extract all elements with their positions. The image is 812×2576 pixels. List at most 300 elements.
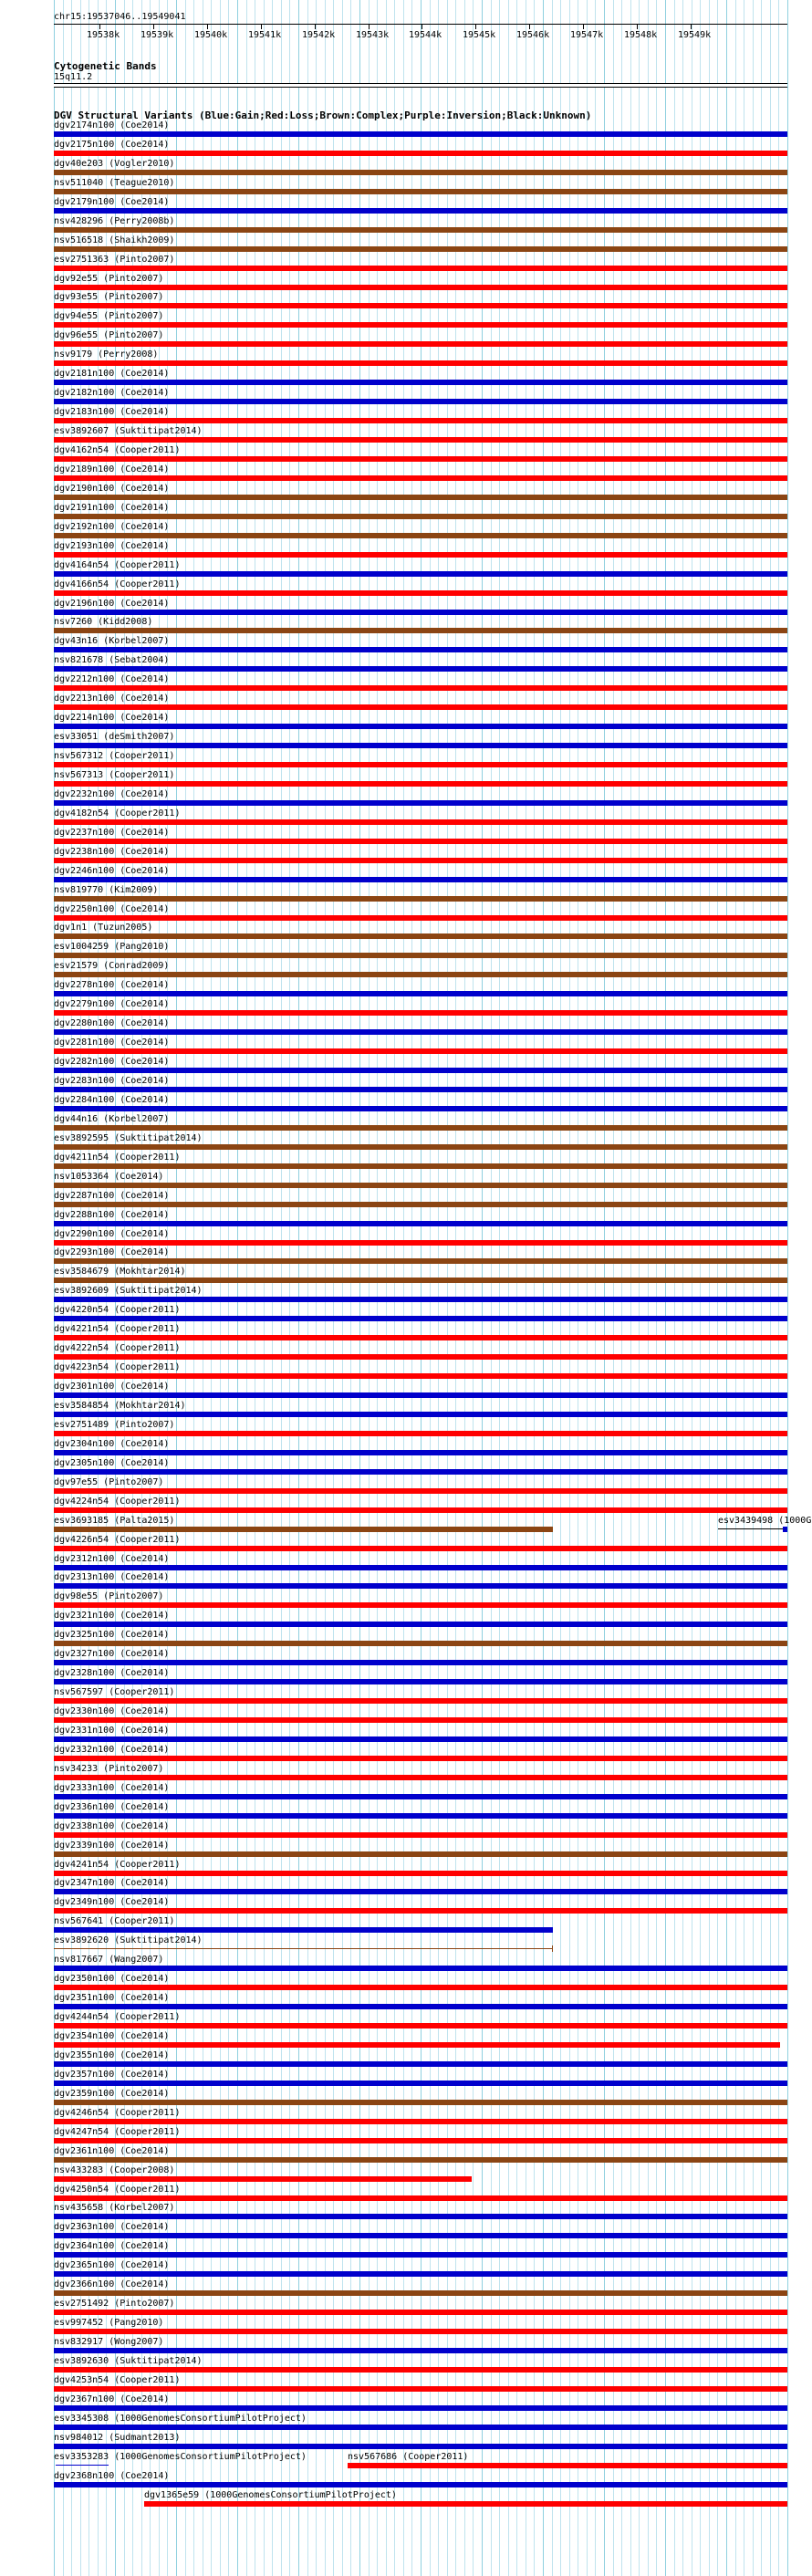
variant-bar-gain[interactable] — [54, 743, 787, 748]
variant-label[interactable]: nsv567312 (Cooper2011) — [54, 751, 175, 761]
variant-bar-loss[interactable] — [54, 1775, 787, 1780]
variant-bar-loss[interactable] — [54, 2195, 787, 2201]
variant-bar-gain[interactable] — [54, 1966, 787, 1971]
variant-label[interactable]: dgv4221n54 (Cooper2011) — [54, 1324, 181, 1334]
variant-bar-gain[interactable] — [54, 2214, 787, 2219]
grid-line — [264, 0, 265, 2576]
variant-label[interactable]: dgv2350n100 (Coe2014) — [54, 1974, 170, 1984]
variant-bar-complex[interactable] — [54, 2290, 787, 2296]
variant-label[interactable]: dgv2321n100 (Coe2014) — [54, 1611, 170, 1621]
variant-label[interactable]: esv33051 (deSmith2007) — [54, 732, 175, 742]
variant-bar-loss[interactable] — [54, 2042, 780, 2048]
cytoband-bar[interactable] — [54, 83, 787, 88]
variant-label[interactable]: esv3693185 (Palta2015) — [54, 1516, 175, 1526]
grid-line — [778, 0, 779, 2576]
ruler-tick-label: 19546k — [516, 30, 550, 40]
variant-label[interactable]: nsv9179 (Perry2008) — [54, 349, 159, 360]
variant-bar-gain[interactable] — [54, 1813, 787, 1819]
variant-bar-gain[interactable] — [54, 2425, 787, 2430]
variant-bar-gain[interactable] — [54, 2348, 787, 2353]
variant-bar-gain[interactable] — [54, 1794, 787, 1799]
variant-label[interactable]: dgv98e55 (Pinto2007) — [54, 1591, 164, 1601]
variant-bar-complex[interactable] — [54, 1144, 787, 1150]
variant-label[interactable]: dgv2237n100 (Coe2014) — [54, 828, 170, 838]
variant-bar-loss[interactable] — [54, 590, 787, 596]
variant-bar-complex[interactable] — [54, 1527, 553, 1532]
variant-bar-gain[interactable] — [54, 1565, 787, 1570]
variant-label[interactable]: dgv2313n100 (Coe2014) — [54, 1572, 170, 1582]
variant-bar-loss[interactable] — [348, 2463, 787, 2468]
variant-label[interactable]: nsv567597 (Cooper2011) — [54, 1687, 175, 1697]
variant-label[interactable]: esv3353283 (1000GenomesConsortiumPilotProject) — [54, 2452, 307, 2462]
variant-label[interactable]: esv3439498 (1000G — [718, 1516, 812, 1526]
variant-bar-gain[interactable] — [54, 2271, 787, 2277]
variant-label[interactable]: dgv2293n100 (Coe2014) — [54, 1247, 170, 1257]
variant-label[interactable]: dgv2363n100 (Coe2014) — [54, 2222, 170, 2232]
variant-label[interactable]: nsv1053364 (Coe2014) — [54, 1172, 164, 1182]
variant-bar-complex[interactable] — [54, 533, 787, 538]
variant-bar-gain[interactable] — [54, 208, 787, 214]
variant-label[interactable]: dgv2332n100 (Coe2014) — [54, 1745, 170, 1755]
variant-bar-gain[interactable] — [54, 991, 787, 996]
variant-label[interactable]: dgv2250n100 (Coe2014) — [54, 904, 170, 914]
variant-bar-loss[interactable] — [54, 341, 787, 347]
variant-bar-loss[interactable] — [54, 437, 787, 443]
variant-bar-gain[interactable] — [54, 666, 787, 672]
variant-bar-gain[interactable] — [54, 610, 787, 615]
variant-bar-complex[interactable] — [54, 1125, 787, 1131]
variant-label[interactable]: dgv4224n54 (Cooper2011) — [54, 1497, 181, 1507]
ruler-tick — [261, 25, 262, 29]
grid-line — [377, 0, 378, 2576]
variant-label[interactable]: dgv2288n100 (Coe2014) — [54, 1210, 170, 1220]
variant-bar-complex[interactable] — [54, 227, 787, 233]
grid-line — [491, 0, 492, 2576]
variant-bar-loss[interactable] — [54, 915, 787, 921]
variant-label[interactable]: esv2751492 (Pinto2007) — [54, 2299, 175, 2309]
variant-label[interactable]: dgv1n1 (Tuzun2005) — [54, 923, 153, 933]
grid-line — [717, 0, 718, 2576]
variant-label[interactable]: dgv2305n100 (Coe2014) — [54, 1458, 170, 1468]
variant-bar-gain[interactable] — [54, 2061, 787, 2067]
variant-label[interactable]: dgv2333n100 (Coe2014) — [54, 1783, 170, 1793]
variant-label[interactable]: nsv34233 (Pinto2007) — [54, 1764, 164, 1774]
grid-line — [298, 0, 299, 2576]
variant-label[interactable]: nsv567641 (Cooper2011) — [54, 1916, 175, 1926]
variant-label[interactable]: dgv2214n100 (Coe2014) — [54, 713, 170, 723]
variant-bar-loss[interactable] — [54, 303, 787, 308]
variant-label[interactable]: dgv2325n100 (Coe2014) — [54, 1630, 170, 1640]
variant-bar-gain[interactable] — [54, 2004, 787, 2009]
variant-bar-complex[interactable] — [54, 1851, 787, 1857]
variant-label[interactable]: esv3584854 (Mokhtar2014) — [54, 1401, 186, 1411]
variant-bar-loss[interactable] — [54, 322, 787, 328]
variant-bar-gain[interactable] — [54, 1583, 787, 1589]
variant-bar-loss[interactable] — [54, 704, 787, 710]
dgv-track-title[interactable]: DGV Structural Variants (Blue:Gain;Red:Loss;Brown:Complex;Purple:Inversion;Black:Unknown) — [54, 110, 592, 121]
variant-bar-loss[interactable] — [54, 360, 787, 366]
variant-label[interactable]: dgv2282n100 (Coe2014) — [54, 1057, 170, 1067]
variant-label[interactable]: esv3892607 (Suktitipat2014) — [54, 426, 203, 436]
variant-label[interactable]: dgv4162n54 (Cooper2011) — [54, 445, 181, 455]
variant-bar-complex[interactable] — [54, 1258, 787, 1264]
variant-label[interactable]: esv3892620 (Suktitipat2014) — [54, 1935, 203, 1945]
variant-bar-loss[interactable] — [54, 1546, 787, 1551]
variant-label[interactable]: dgv2355n100 (Coe2014) — [54, 2050, 170, 2060]
variant-label[interactable]: nsv567313 (Cooper2011) — [54, 770, 175, 780]
variant-bar-gain[interactable] — [54, 1889, 787, 1894]
variant-bar-gain[interactable] — [783, 1527, 787, 1532]
variant-bar-complex[interactable] — [54, 972, 787, 977]
variant-label[interactable]: dgv94e55 (Pinto2007) — [54, 311, 164, 321]
variant-label[interactable]: dgv2279n100 (Coe2014) — [54, 999, 170, 1009]
variant-label[interactable]: dgv2189n100 (Coe2014) — [54, 464, 170, 475]
variant-bar-complex[interactable] — [54, 2157, 787, 2163]
variant-bar-loss[interactable] — [54, 762, 787, 767]
cytoband-track-title[interactable]: Cytogenetic Bands — [54, 60, 157, 72]
variant-label[interactable]: dgv2354n100 (Coe2014) — [54, 2031, 170, 2041]
variant-label[interactable]: dgv97e55 (Pinto2007) — [54, 1477, 164, 1487]
variant-label[interactable]: dgv2283n100 (Coe2014) — [54, 1076, 170, 1086]
variant-bar-loss[interactable] — [54, 2329, 787, 2334]
ruler-tick-label: 19544k — [409, 30, 442, 40]
variant-label[interactable]: dgv4222n54 (Cooper2011) — [54, 1343, 181, 1353]
variant-label[interactable]: dgv4241n54 (Cooper2011) — [54, 1860, 181, 1870]
variant-bar-gain[interactable] — [54, 380, 787, 385]
variant-label[interactable]: esv3892630 (Suktitipat2014) — [54, 2356, 203, 2366]
variant-bar-complex[interactable] — [54, 953, 787, 958]
grid-line — [621, 0, 622, 2576]
variant-bar-gain[interactable] — [54, 800, 787, 806]
variant-end-cap — [552, 1945, 553, 1952]
variant-bar-complex[interactable] — [54, 170, 787, 175]
variant-bar-gain[interactable] — [54, 571, 787, 577]
variant-label[interactable]: dgv2357n100 (Coe2014) — [54, 2070, 170, 2080]
variant-label[interactable]: dgv2330n100 (Coe2014) — [54, 1706, 170, 1716]
variant-label[interactable]: dgv2338n100 (Coe2014) — [54, 1821, 170, 1831]
variant-label[interactable]: nsv516518 (Shaikh2009) — [54, 235, 175, 245]
variant-label[interactable]: dgv2365n100 (Coe2014) — [54, 2260, 170, 2270]
variant-label[interactable]: dgv40e203 (Vogler2010) — [54, 159, 175, 169]
grid-line — [342, 0, 343, 2576]
variant-bar-complex[interactable] — [54, 514, 787, 519]
grid-line — [787, 0, 788, 2576]
grid-line — [639, 0, 640, 2576]
variant-bar-complex[interactable] — [54, 896, 787, 902]
grid-line — [552, 0, 553, 2576]
variant-label[interactable]: dgv43n16 (Korbel2007) — [54, 636, 170, 646]
variant-label[interactable]: dgv2190n100 (Coe2014) — [54, 484, 170, 494]
variant-label[interactable]: dgv2368n100 (Coe2014) — [54, 2471, 170, 2481]
variant-label[interactable]: dgv2181n100 (Coe2014) — [54, 369, 170, 379]
variant-bar-loss[interactable] — [54, 1488, 787, 1494]
variant-label[interactable]: dgv2331n100 (Coe2014) — [54, 1726, 170, 1736]
variant-label[interactable]: dgv93e55 (Pinto2007) — [54, 292, 164, 302]
variant-bar-unknown[interactable] — [718, 1528, 787, 1529]
variant-bar-loss[interactable] — [54, 552, 787, 558]
variant-bar-complex[interactable] — [54, 1948, 553, 1949]
variant-bar-loss[interactable] — [54, 1717, 787, 1723]
variant-bar-complex[interactable] — [54, 1202, 787, 1207]
variant-label[interactable]: nsv984012 (Sudmant2013) — [54, 2433, 181, 2443]
variant-label[interactable]: dgv2351n100 (Coe2014) — [54, 1993, 170, 2003]
grid-line — [761, 0, 762, 2576]
variant-label[interactable]: dgv4253n54 (Cooper2011) — [54, 2375, 181, 2385]
variant-label[interactable]: dgv2278n100 (Coe2014) — [54, 980, 170, 990]
variant-label[interactable]: dgv2328n100 (Coe2014) — [54, 1668, 170, 1678]
variant-bar-gain[interactable] — [54, 1927, 553, 1933]
grid-line — [560, 0, 561, 2576]
variant-bar-loss[interactable] — [54, 1507, 787, 1513]
grid-line — [709, 0, 710, 2576]
variant-bar-loss[interactable] — [54, 781, 787, 787]
variant-bar-complex[interactable] — [54, 1163, 787, 1169]
variant-bar-loss[interactable] — [54, 456, 787, 462]
variant-label[interactable]: nsv428296 (Perry2008b) — [54, 216, 175, 226]
variant-bar-complex[interactable] — [54, 495, 787, 500]
variant-label[interactable]: dgv4166n54 (Cooper2011) — [54, 579, 181, 589]
variant-bar-loss[interactable] — [54, 839, 787, 844]
variant-bar-loss[interactable] — [54, 685, 787, 691]
variant-bar-loss[interactable] — [54, 1832, 787, 1838]
variant-bar-gain[interactable] — [54, 1106, 787, 1111]
grid-line — [665, 0, 666, 2576]
variant-bar-gain[interactable] — [54, 1316, 787, 1321]
variant-label[interactable]: dgv2301n100 (Coe2014) — [54, 1382, 170, 1392]
variant-bar-loss[interactable] — [54, 1373, 787, 1379]
variant-bar-gain[interactable] — [54, 1087, 787, 1092]
variant-bar-loss[interactable] — [54, 418, 787, 423]
variant-bar-gain[interactable] — [56, 2465, 109, 2466]
variant-label[interactable]: dgv2182n100 (Coe2014) — [54, 388, 170, 398]
grid-line — [604, 0, 605, 2576]
variant-bar-loss[interactable] — [54, 1602, 787, 1608]
grid-line — [569, 0, 570, 2576]
variant-label[interactable]: dgv2280n100 (Coe2014) — [54, 1018, 170, 1028]
variant-bar-gain[interactable] — [54, 877, 787, 882]
variant-bar-loss[interactable] — [54, 2367, 787, 2373]
grid-line — [421, 0, 422, 2576]
variant-bar-loss[interactable] — [54, 151, 787, 156]
variant-label[interactable]: dgv4182n54 (Cooper2011) — [54, 808, 181, 819]
variant-label[interactable]: dgv2246n100 (Coe2014) — [54, 866, 170, 876]
variant-bar-gain[interactable] — [54, 724, 787, 729]
variant-label[interactable]: dgv4220n54 (Cooper2011) — [54, 1305, 181, 1315]
variant-bar-loss[interactable] — [54, 1908, 787, 1914]
variant-bar-gain[interactable] — [54, 399, 787, 404]
variant-bar-loss[interactable] — [54, 2138, 787, 2143]
grid-line — [220, 0, 221, 2576]
variant-bar-loss[interactable] — [54, 2176, 472, 2182]
variant-label[interactable]: dgv96e55 (Pinto2007) — [54, 330, 164, 340]
grid-line — [386, 0, 387, 2576]
variant-label[interactable]: nsv817667 (Wang2007) — [54, 1955, 164, 1965]
grid-line — [281, 0, 282, 2576]
variant-label[interactable]: dgv2336n100 (Coe2014) — [54, 1802, 170, 1812]
variant-label[interactable]: nsv7260 (Kidd2008) — [54, 617, 153, 627]
variant-label[interactable]: dgv2174n100 (Coe2014) — [54, 120, 170, 130]
variant-label[interactable]: dgv2232n100 (Coe2014) — [54, 789, 170, 799]
variant-bar-loss[interactable] — [54, 1871, 787, 1876]
variant-bar-loss[interactable] — [54, 1985, 787, 1990]
ruler-axis — [54, 24, 787, 25]
variant-label[interactable]: dgv2284n100 (Coe2014) — [54, 1095, 170, 1105]
ruler-tick-label: 19545k — [463, 30, 496, 40]
variant-bar-complex[interactable] — [54, 246, 787, 252]
variant-label[interactable]: nsv819770 (Kim2009) — [54, 885, 159, 895]
grid-line — [359, 0, 360, 2576]
variant-label[interactable]: dgv2175n100 (Coe2014) — [54, 140, 170, 150]
variant-bar-loss[interactable] — [54, 475, 787, 481]
variant-label[interactable]: esv3584679 (Mokhtar2014) — [54, 1267, 186, 1277]
variant-bar-gain[interactable] — [54, 1392, 787, 1398]
variant-bar-gain[interactable] — [54, 131, 787, 137]
variant-label[interactable]: esv21579 (Conrad2009) — [54, 961, 170, 971]
variant-label[interactable]: dgv2339n100 (Coe2014) — [54, 1841, 170, 1851]
ruler-tick-label: 19541k — [248, 30, 282, 40]
variant-bar-complex[interactable] — [54, 933, 787, 939]
variant-bar-loss[interactable] — [54, 1698, 787, 1704]
variant-label[interactable]: dgv4211n54 (Cooper2011) — [54, 1152, 181, 1163]
variant-label[interactable]: nsv435658 (Korbel2007) — [54, 2203, 175, 2213]
variant-label[interactable]: esv1004259 (Pang2010) — [54, 942, 170, 952]
variant-bar-complex[interactable] — [54, 1641, 787, 1646]
variant-bar-loss[interactable] — [54, 1010, 787, 1016]
variant-bar-complex[interactable] — [54, 1278, 787, 1283]
variant-label[interactable]: dgv2179n100 (Coe2014) — [54, 197, 170, 207]
variant-bar-gain[interactable] — [54, 1412, 787, 1417]
variant-label[interactable]: dgv2327n100 (Coe2014) — [54, 1649, 170, 1659]
variant-label[interactable]: nsv511040 (Teague2010) — [54, 178, 175, 188]
variant-label[interactable]: dgv2312n100 (Coe2014) — [54, 1554, 170, 1564]
grid-line — [430, 0, 431, 2576]
variant-label[interactable]: dgv4250n54 (Cooper2011) — [54, 2185, 181, 2195]
variant-label[interactable]: dgv2364n100 (Coe2014) — [54, 2241, 170, 2251]
variant-bar-loss[interactable] — [54, 2310, 787, 2315]
variant-label[interactable]: dgv2287n100 (Coe2014) — [54, 1191, 170, 1201]
variant-bar-gain[interactable] — [54, 1660, 787, 1665]
variant-label[interactable]: dgv2290n100 (Coe2014) — [54, 1229, 170, 1239]
variant-bar-loss[interactable] — [54, 2386, 787, 2392]
variant-bar-gain[interactable] — [54, 1221, 787, 1226]
variant-label[interactable]: nsv567686 (Cooper2011) — [348, 2452, 469, 2462]
variant-bar-gain[interactable] — [54, 2252, 787, 2258]
variant-bar-gain[interactable] — [54, 2081, 787, 2086]
variant-label[interactable]: dgv2183n100 (Coe2014) — [54, 407, 170, 417]
grid-line — [272, 0, 273, 2576]
variant-bar-complex[interactable] — [54, 2100, 787, 2105]
variant-label[interactable]: dgv92e55 (Pinto2007) — [54, 274, 164, 284]
variant-bar-loss[interactable] — [54, 1240, 787, 1246]
variant-bar-complex[interactable] — [54, 1183, 787, 1188]
variant-label[interactable]: dgv44n16 (Korbel2007) — [54, 1114, 170, 1124]
variant-bar-loss[interactable] — [54, 1431, 787, 1436]
variant-label[interactable]: esv997452 (Pang2010) — [54, 2318, 164, 2328]
variant-label[interactable]: dgv2192n100 (Coe2014) — [54, 522, 170, 532]
variant-bar-complex[interactable] — [54, 189, 787, 194]
variant-bar-loss[interactable] — [54, 1048, 787, 1054]
variant-label[interactable]: dgv2361n100 (Coe2014) — [54, 2146, 170, 2156]
variant-bar-loss[interactable] — [54, 2023, 787, 2028]
variant-label[interactable]: dgv2191n100 (Coe2014) — [54, 503, 170, 513]
variant-label[interactable]: dgv4246n54 (Cooper2011) — [54, 2108, 181, 2118]
variant-label[interactable]: nsv821678 (Sebat2004) — [54, 655, 170, 665]
variant-label[interactable]: dgv2349n100 (Coe2014) — [54, 1897, 170, 1907]
grid-line — [307, 0, 308, 2576]
variant-bar-loss[interactable] — [144, 2501, 787, 2507]
variant-label[interactable]: esv3345308 (1000GenomesConsortiumPilotProject) — [54, 2414, 307, 2424]
variant-bar-loss[interactable] — [54, 819, 787, 825]
grid-line — [499, 0, 500, 2576]
variant-label[interactable]: dgv4223n54 (Cooper2011) — [54, 1362, 181, 1372]
variant-bar-gain[interactable] — [54, 1029, 787, 1035]
variant-label[interactable]: esv2751363 (Pinto2007) — [54, 255, 175, 265]
variant-label[interactable]: dgv2238n100 (Coe2014) — [54, 847, 170, 857]
variant-bar-gain[interactable] — [54, 1679, 787, 1684]
variant-label[interactable]: dgv2212n100 (Coe2014) — [54, 674, 170, 684]
variant-bar-loss[interactable] — [54, 285, 787, 290]
variant-label[interactable]: dgv2359n100 (Coe2014) — [54, 2089, 170, 2099]
variant-label[interactable]: esv2751489 (Pinto2007) — [54, 1420, 175, 1430]
ruler-tick-label: 19538k — [87, 30, 120, 40]
ruler-tick — [369, 25, 370, 29]
variant-label[interactable]: dgv2196n100 (Coe2014) — [54, 599, 170, 609]
variant-bar-complex[interactable] — [54, 628, 787, 633]
variant-bar-gain[interactable] — [54, 1297, 787, 1302]
variant-label[interactable]: dgv2281n100 (Coe2014) — [54, 1038, 170, 1048]
variant-bar-loss[interactable] — [54, 266, 787, 271]
variant-label[interactable]: dgv4247n54 (Cooper2011) — [54, 2127, 181, 2137]
grid-line — [613, 0, 614, 2576]
variant-bar-gain[interactable] — [54, 1469, 787, 1475]
variant-label[interactable]: dgv4226n54 (Cooper2011) — [54, 1535, 181, 1545]
variant-label[interactable]: dgv1365e59 (1000GenomesConsortiumPilotProject) — [144, 2490, 397, 2500]
variant-label[interactable]: dgv4244n54 (Cooper2011) — [54, 2012, 181, 2022]
variant-label[interactable]: dgv2213n100 (Coe2014) — [54, 694, 170, 704]
variant-bar-loss[interactable] — [54, 1335, 787, 1340]
variant-bar-loss[interactable] — [54, 1756, 787, 1761]
variant-label[interactable]: dgv2367n100 (Coe2014) — [54, 2394, 170, 2404]
variant-label[interactable]: dgv2304n100 (Coe2014) — [54, 1439, 170, 1449]
variant-bar-loss[interactable] — [54, 2119, 787, 2124]
variant-bar-loss[interactable] — [54, 858, 787, 863]
variant-label[interactable]: dgv2347n100 (Coe2014) — [54, 1878, 170, 1888]
variant-label[interactable]: dgv4164n54 (Cooper2011) — [54, 560, 181, 570]
variant-bar-gain[interactable] — [54, 1622, 787, 1627]
variant-bar-gain[interactable] — [54, 1450, 787, 1455]
variant-label[interactable]: dgv2366n100 (Coe2014) — [54, 2279, 170, 2289]
ruler-tick — [315, 25, 316, 29]
grid-line — [543, 0, 544, 2576]
variant-bar-gain[interactable] — [54, 647, 787, 652]
variant-label[interactable]: esv3892609 (Suktitipat2014) — [54, 1286, 203, 1296]
variant-bar-gain[interactable] — [54, 2405, 787, 2411]
variant-label[interactable]: dgv2193n100 (Coe2014) — [54, 541, 170, 551]
variant-bar-gain[interactable] — [54, 2482, 787, 2487]
variant-label[interactable]: nsv433283 (Cooper2008) — [54, 2165, 175, 2175]
variant-label[interactable]: nsv832917 (Wong2007) — [54, 2337, 164, 2347]
ruler-tick — [153, 25, 154, 29]
variant-bar-gain[interactable] — [54, 1068, 787, 1073]
grid-line — [508, 0, 509, 2576]
variant-bar-gain[interactable] — [54, 2444, 787, 2449]
ruler-tick — [529, 25, 530, 29]
variant-bar-gain[interactable] — [54, 2233, 787, 2238]
variant-label[interactable]: esv3892595 (Suktitipat2014) — [54, 1133, 203, 1143]
variant-bar-gain[interactable] — [54, 1736, 787, 1742]
variant-bar-loss[interactable] — [54, 1354, 787, 1360]
grid-line — [455, 0, 456, 2576]
